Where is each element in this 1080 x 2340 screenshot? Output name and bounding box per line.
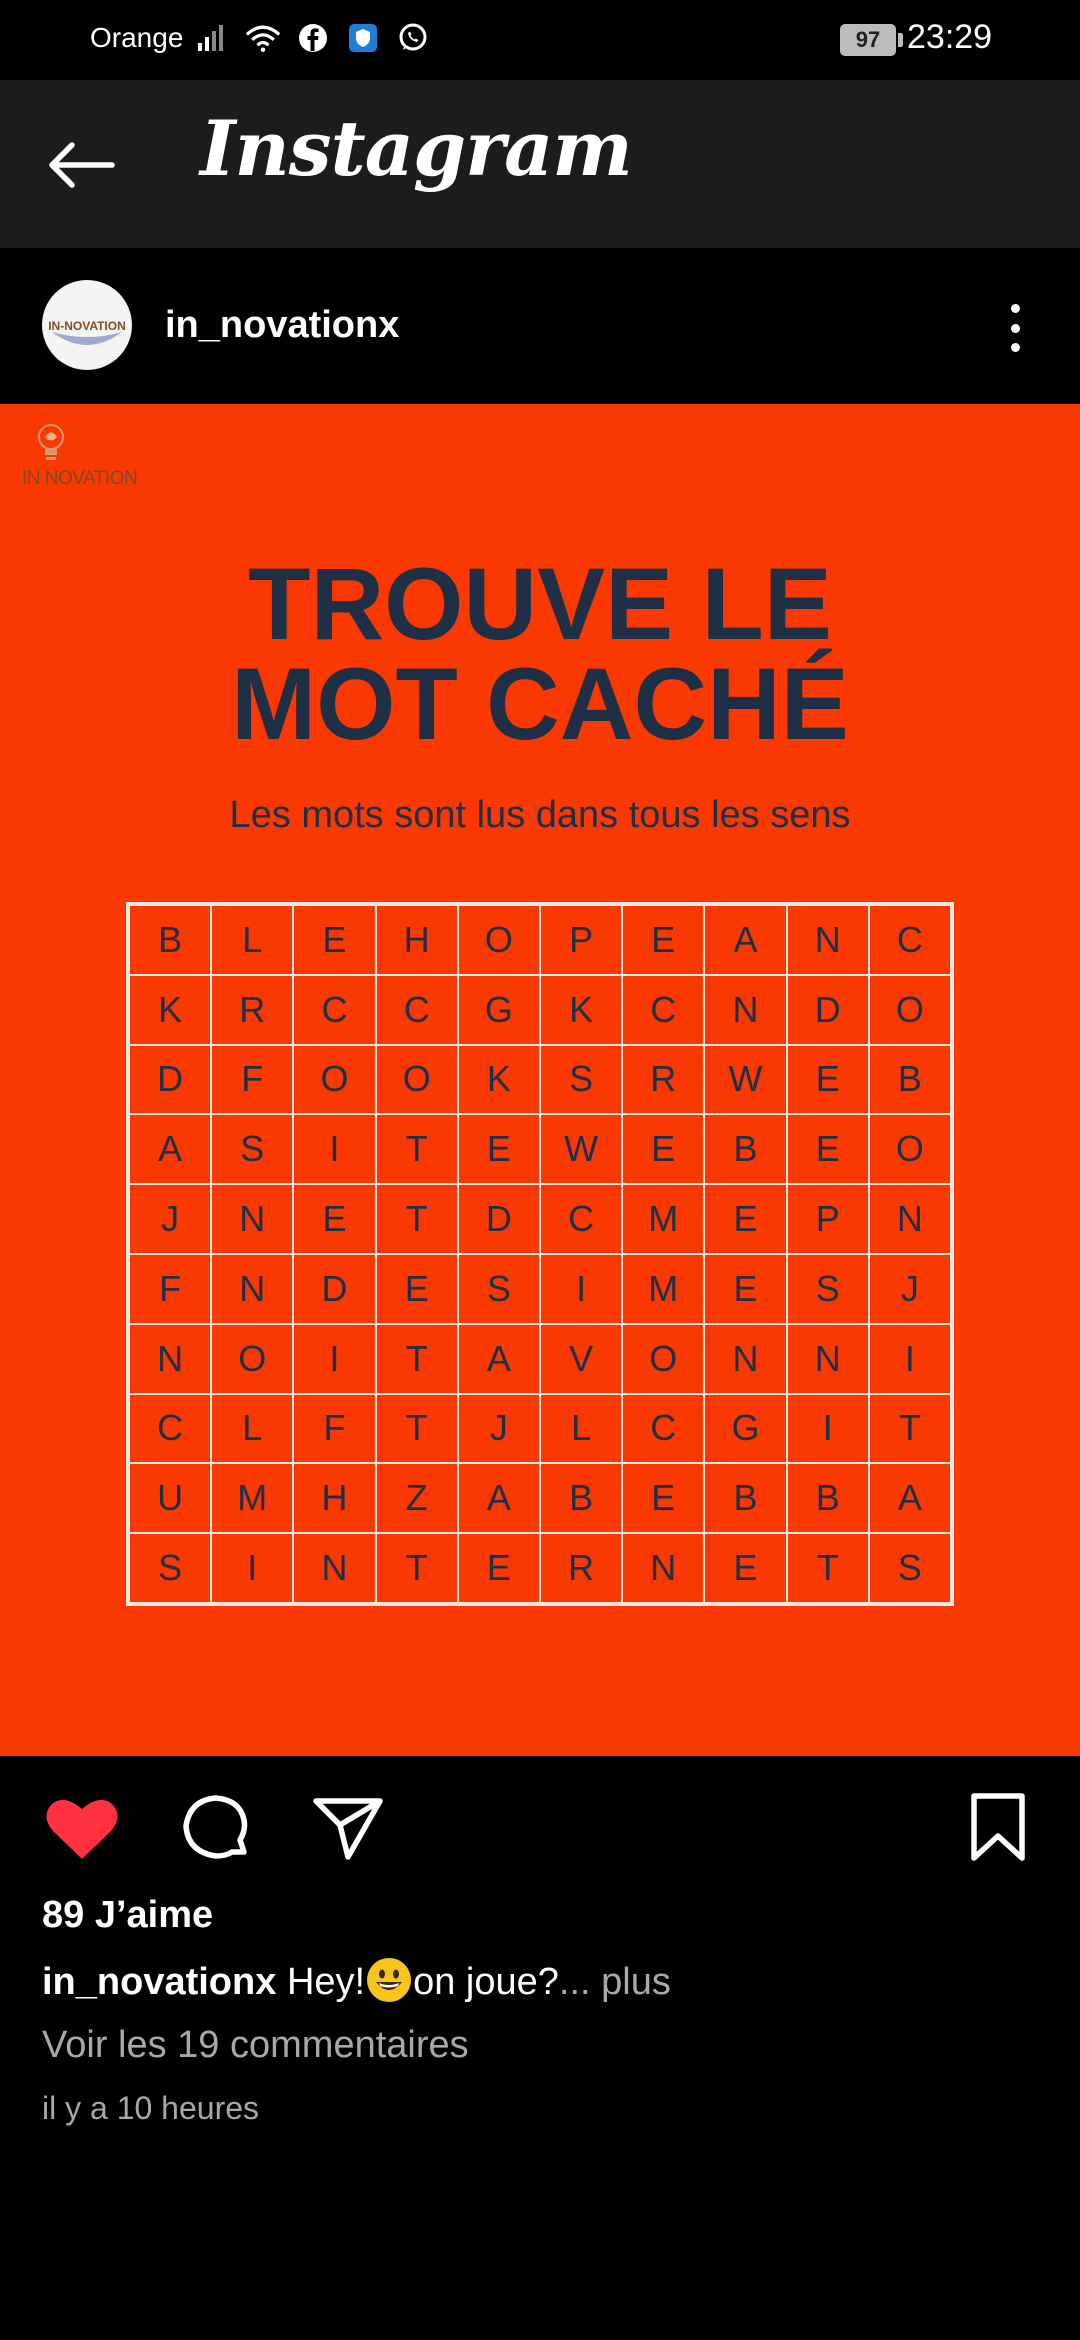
app-bar — [0, 80, 1080, 248]
dot — [1011, 343, 1020, 352]
brand-text: IN NOVATION — [22, 468, 138, 489]
svg-text:IN-NOVATION: IN-NOVATION — [48, 319, 126, 333]
grid-cell: B — [129, 905, 211, 975]
grid-cell: E — [622, 1114, 704, 1184]
post-actions — [0, 1756, 1080, 1886]
word-search-grid — [126, 902, 954, 1606]
grid-cell: N — [211, 1254, 293, 1324]
save-button[interactable] — [958, 1788, 1038, 1868]
grid-cell: I — [293, 1324, 375, 1394]
more-options-button[interactable] — [1000, 298, 1030, 358]
grid-cell: N — [787, 905, 869, 975]
grid-cell: E — [787, 1045, 869, 1115]
grid-cell: A — [869, 1463, 951, 1533]
avatar[interactable] — [42, 280, 132, 370]
grid-cell: M — [622, 1254, 704, 1324]
grid-cell: I — [211, 1533, 293, 1603]
grid-cell: W — [540, 1114, 622, 1184]
caption-text-start: Hey! — [286, 1961, 366, 2003]
grinning-face-emoji-icon — [367, 1958, 411, 2002]
grid-cell: C — [376, 975, 458, 1045]
grid-cell: L — [211, 905, 293, 975]
grid-cell: R — [211, 975, 293, 1045]
headline — [0, 547, 1080, 761]
grid-cell: O — [869, 1114, 951, 1184]
post-image[interactable] — [0, 404, 1080, 1756]
grid-cell: C — [540, 1184, 622, 1254]
grid-cell: E — [704, 1184, 786, 1254]
bookmark-icon — [968, 1792, 1028, 1864]
grid-cell: S — [211, 1114, 293, 1184]
caption-more-link[interactable]: ... plus — [558, 1961, 671, 2003]
grid-cell: T — [869, 1394, 951, 1464]
grid-cell: A — [129, 1114, 211, 1184]
grid-cell: B — [869, 1045, 951, 1115]
grid-cell: T — [376, 1114, 458, 1184]
share-button[interactable] — [308, 1788, 388, 1868]
grid-cell: P — [540, 905, 622, 975]
grid-cell: V — [540, 1324, 622, 1394]
grid-cell: O — [376, 1045, 458, 1115]
grid-cell: B — [540, 1463, 622, 1533]
grid-cell: I — [787, 1394, 869, 1464]
grid-cell: G — [704, 1394, 786, 1464]
caption-username[interactable]: in_novationx — [42, 1961, 277, 2003]
grid-cell: O — [622, 1324, 704, 1394]
grid-cell: G — [458, 975, 540, 1045]
send-icon — [312, 1795, 384, 1861]
shield-icon — [345, 20, 381, 56]
grid-cell: A — [458, 1463, 540, 1533]
grid-cell: D — [787, 975, 869, 1045]
grid-cell: U — [129, 1463, 211, 1533]
grid-cell: E — [458, 1533, 540, 1603]
status-icons — [195, 20, 431, 56]
grid-cell: E — [704, 1533, 786, 1603]
grid-cell: D — [293, 1254, 375, 1324]
post-caption — [42, 1958, 671, 2004]
grid-cell: E — [376, 1254, 458, 1324]
grid-cell: H — [293, 1463, 375, 1533]
grid-cell: E — [293, 1184, 375, 1254]
grid-cell: J — [869, 1254, 951, 1324]
comment-button[interactable] — [176, 1788, 256, 1868]
arrow-left-icon — [44, 137, 116, 193]
battery-indicator: 97 — [840, 24, 896, 56]
whatsapp-icon — [395, 20, 431, 56]
grid-cell: N — [129, 1324, 211, 1394]
grid-cell: A — [458, 1324, 540, 1394]
lightbulb-icon — [36, 422, 76, 470]
grid-cell: N — [293, 1533, 375, 1603]
dot — [1011, 304, 1020, 313]
carrier-name: Orange — [90, 22, 184, 53]
grid-cell: T — [376, 1184, 458, 1254]
grid-cell: C — [622, 1394, 704, 1464]
grid-cell: M — [622, 1184, 704, 1254]
grid-cell: J — [129, 1184, 211, 1254]
grid-cell: F — [211, 1045, 293, 1115]
grid-cell: B — [787, 1463, 869, 1533]
comment-icon — [180, 1792, 252, 1864]
grid-cell: S — [787, 1254, 869, 1324]
grid-cell: N — [704, 1324, 786, 1394]
headline-line-1: TROUVE LE — [248, 547, 832, 661]
grid-cell: W — [704, 1045, 786, 1115]
battery-tip — [898, 33, 903, 47]
caption-text-end: on joue? — [413, 1961, 559, 2003]
post-timestamp: il y a 10 heures — [42, 2090, 260, 2126]
grid-cell: B — [704, 1463, 786, 1533]
grid-cell: B — [704, 1114, 786, 1184]
grid-cell: E — [787, 1114, 869, 1184]
like-button[interactable] — [42, 1788, 122, 1868]
grid-cell: C — [293, 975, 375, 1045]
signal-icon — [195, 20, 231, 56]
grid-cell: T — [787, 1533, 869, 1603]
grid-cell: O — [293, 1045, 375, 1115]
grid-cell: T — [376, 1533, 458, 1603]
grid-cell: T — [376, 1394, 458, 1464]
grid-cell: K — [458, 1045, 540, 1115]
grid-cell: I — [540, 1254, 622, 1324]
grid-cell: O — [211, 1324, 293, 1394]
subtitle: Les mots sont lus dans tous les sens — [229, 794, 851, 836]
headline-line-2: MOT CACHÉ — [231, 647, 849, 761]
grid-cell: A — [704, 905, 786, 975]
grid-cell: K — [540, 975, 622, 1045]
grid-cell: F — [293, 1394, 375, 1464]
grid-cell: N — [704, 975, 786, 1045]
grid-cell: L — [540, 1394, 622, 1464]
grid-cell: H — [376, 905, 458, 975]
grid-cell: N — [211, 1184, 293, 1254]
brand-logo-icon — [42, 280, 132, 370]
grid-cell: D — [129, 1045, 211, 1115]
clock: 23:29 — [907, 18, 993, 56]
grid-cell: Z — [376, 1463, 458, 1533]
grid-cell: E — [622, 1463, 704, 1533]
grid-cell: I — [869, 1324, 951, 1394]
dot — [1011, 324, 1020, 333]
grid-cell: T — [376, 1324, 458, 1394]
grid-cell: S — [540, 1045, 622, 1115]
grid-cell: S — [869, 1533, 951, 1603]
grid-cell: N — [869, 1184, 951, 1254]
grid-cell: C — [129, 1394, 211, 1464]
grid-cell: R — [540, 1533, 622, 1603]
grid-cell: O — [869, 975, 951, 1045]
wifi-icon — [245, 20, 281, 56]
grid-cell: L — [211, 1394, 293, 1464]
app-title: Instagram — [200, 104, 632, 193]
grid-cell: S — [129, 1533, 211, 1603]
likes-count[interactable]: 89 J’aime — [42, 1894, 214, 1936]
grid-cell: E — [704, 1254, 786, 1324]
grid-cell: K — [129, 975, 211, 1045]
grid-cell: J — [458, 1394, 540, 1464]
grid-cell: C — [869, 905, 951, 975]
grid-cell: I — [293, 1114, 375, 1184]
grid-cell: F — [129, 1254, 211, 1324]
facebook-icon — [295, 20, 331, 56]
post-username[interactable]: in_novationx — [165, 304, 400, 346]
grid-cell: E — [622, 905, 704, 975]
grid-cell: R — [622, 1045, 704, 1115]
status-bar — [0, 0, 1080, 80]
post-header — [0, 248, 1080, 404]
grid-cell: D — [458, 1184, 540, 1254]
grid-cell: E — [293, 905, 375, 975]
view-comments-link[interactable]: Voir les 19 commentaires — [42, 2024, 469, 2066]
grid-cell: N — [622, 1533, 704, 1603]
grid-cell: O — [458, 905, 540, 975]
grid-cell: N — [787, 1324, 869, 1394]
heart-icon — [45, 1795, 119, 1861]
grid-cell: C — [622, 975, 704, 1045]
grid-cell: E — [458, 1114, 540, 1184]
grid-cell: S — [458, 1254, 540, 1324]
brand-logo — [22, 422, 172, 502]
grid-cell: P — [787, 1184, 869, 1254]
back-button[interactable] — [40, 130, 120, 200]
grid-cell: M — [211, 1463, 293, 1533]
